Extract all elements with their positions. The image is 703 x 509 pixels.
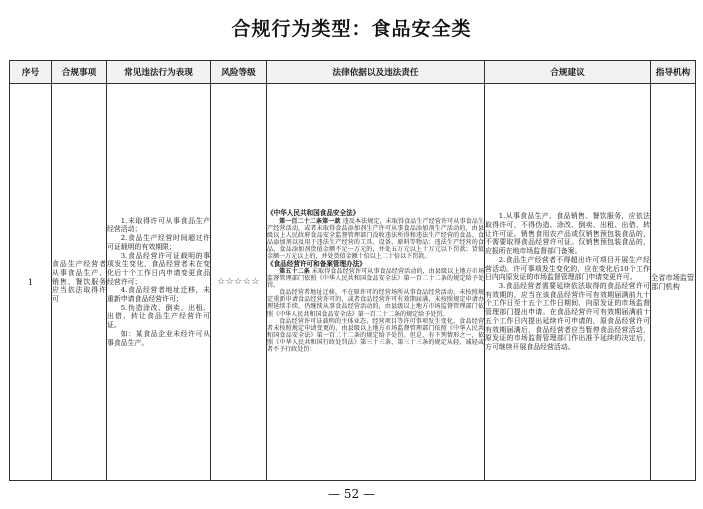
law-article-1-title: 第一百二十二条第一款: [279, 217, 341, 225]
behavior-5: 5.伪造涂改、倒卖、出租、出借、转让食品生产经营许可证。: [107, 303, 210, 330]
law-heading-2: 《食品经营许可和备案管理办法》: [267, 259, 366, 268]
row-behaviors: [107, 84, 211, 481]
row-item: 食品生产经营者从事食品生产、销售、餐饮服务应当依法取得许可: [52, 84, 107, 481]
header-law: 法律依据以及违法责任: [267, 61, 485, 84]
law-paragraph-4: 食品经营许可证载明的主体业态、经营项目等许可事项发生变化，食品经营者未按照规定申请变更的，由县级以上地方市场监督管理部门依照《中华人民共和国食品安全法》第一百二十二条的规定给予处罚。但是，有下列情形之一，依照《中华人民共和国行政处罚法》第三十三条、第三十三条的规定从轻、减轻或者不予行政处罚：: [267, 317, 484, 354]
behavior-1: 1.未取得许可从事食品生产经营活动；: [107, 216, 210, 234]
advice-3: 3.食品经营者需要延续依法取得的食品经营许可有效期的，应当在该食品经营许可有效期届满前九十个工作日至十五个工作日期间，向原发证的市场监督管理部门提出申请。在食品经营许可有效期届满前十五个工作日内提出延续许可申请的，原食品经营许可有效期届满后，食品经营者应当暂停食品经营活动，原发证的市场监督管理部门作出准予延续的决定后，方可继续开展食品经营活动。: [485, 282, 650, 351]
header-authority: 指导机构: [651, 61, 696, 84]
page-title: 合规行为类型：食品安全类: [231, 18, 472, 40]
law-paragraph-3: 食品经营者地址迁移，不在原许可的经营场所从事食品经营活动，未按照规定重新申请食品经营许可的，或者食品经营许可有效期届满，未按照规定申请办理延续手续，仍继续从事食品经营活动的，由县级以上地方市场监督管理部门依照《中华人民共和国食品安全法》第一百二十二条的规定给予处罚。: [267, 289, 484, 318]
behavior-2: 2.食品生产经营时间超过许可证载明的有效期限；: [107, 234, 210, 251]
header-behaviors: 常见违法行为表现: [107, 61, 211, 84]
header-advice: 合规建议: [485, 61, 651, 84]
risk-stars: ☆☆☆☆☆: [211, 84, 267, 481]
law-article-2-text: 未取得食品经营许可从事食品经营活动的，由县级以上地方市场监督管理部门依照《中华人民共和国食品安全法》第一百二十二条的规定给予处罚。: [267, 267, 484, 289]
behavior-example: 如：某食品企业未经许可从事食品生产。: [107, 329, 210, 347]
row-authority: 全省市场监管部门机构: [651, 84, 696, 481]
header-seq: 序号: [10, 61, 52, 84]
page-number: — 52 —: [328, 487, 375, 501]
table-row: [10, 84, 696, 481]
row-seq: 1: [10, 84, 52, 481]
header-risk: 风险等级: [211, 61, 267, 84]
table-header-row: [10, 61, 696, 84]
row-advice: [485, 84, 651, 481]
advice-2: 2.食品生产经营者不得超出许可项目开展生产经营活动。许可事项发生变化的，应在变化后10个工作日内向原发证的市场监督管理部门申请变更许可。: [485, 255, 650, 282]
header-item: 合规事项: [52, 61, 107, 84]
law-article-1-text: 违反本法规定，未取得食品生产经营许可从事食品生产经营活动，或者未取得食品添加剂生产许可从事食品添加剂生产活动的，由县级以上人民政府食品安全监督管理部门没收违法所得和违法生产经营的食品、食品添加剂以及用于违法生产经营的工具、设备、原料等物品；违法生产经营的食品、食品添加剂货值金额不足一万元的，并处五万元以上十万元以下罚款；货值金额一万元以上的，并处货值金额十倍以上二十倍以下罚款。: [267, 217, 484, 261]
law-heading-1: 《中华人民共和国食品安全法》: [267, 209, 360, 218]
compliance-table: [9, 60, 696, 481]
behavior-4: 4.食品经营者地址迁移，未重新申请食品经营许可；: [107, 286, 210, 304]
behavior-3: 3.食品经营许可证载明的事项发生变化，食品经营者未在变化后十个工作日内申请变更食品经营许可；: [107, 251, 210, 286]
law-article-2-title: 第五十二条: [279, 267, 310, 275]
row-law: [267, 84, 485, 481]
advice-1: 1.从事食品生产、食品销售、餐饮服务，应依法取得许可，不得伪造、涂改、倒卖、出租、出借、转让许可证。销售食用农产品或仅销售预包装食品的，不需要取得食品经营许可证。仅销售预包装食品的，应报所在地市场监督部门备案。: [485, 212, 650, 256]
